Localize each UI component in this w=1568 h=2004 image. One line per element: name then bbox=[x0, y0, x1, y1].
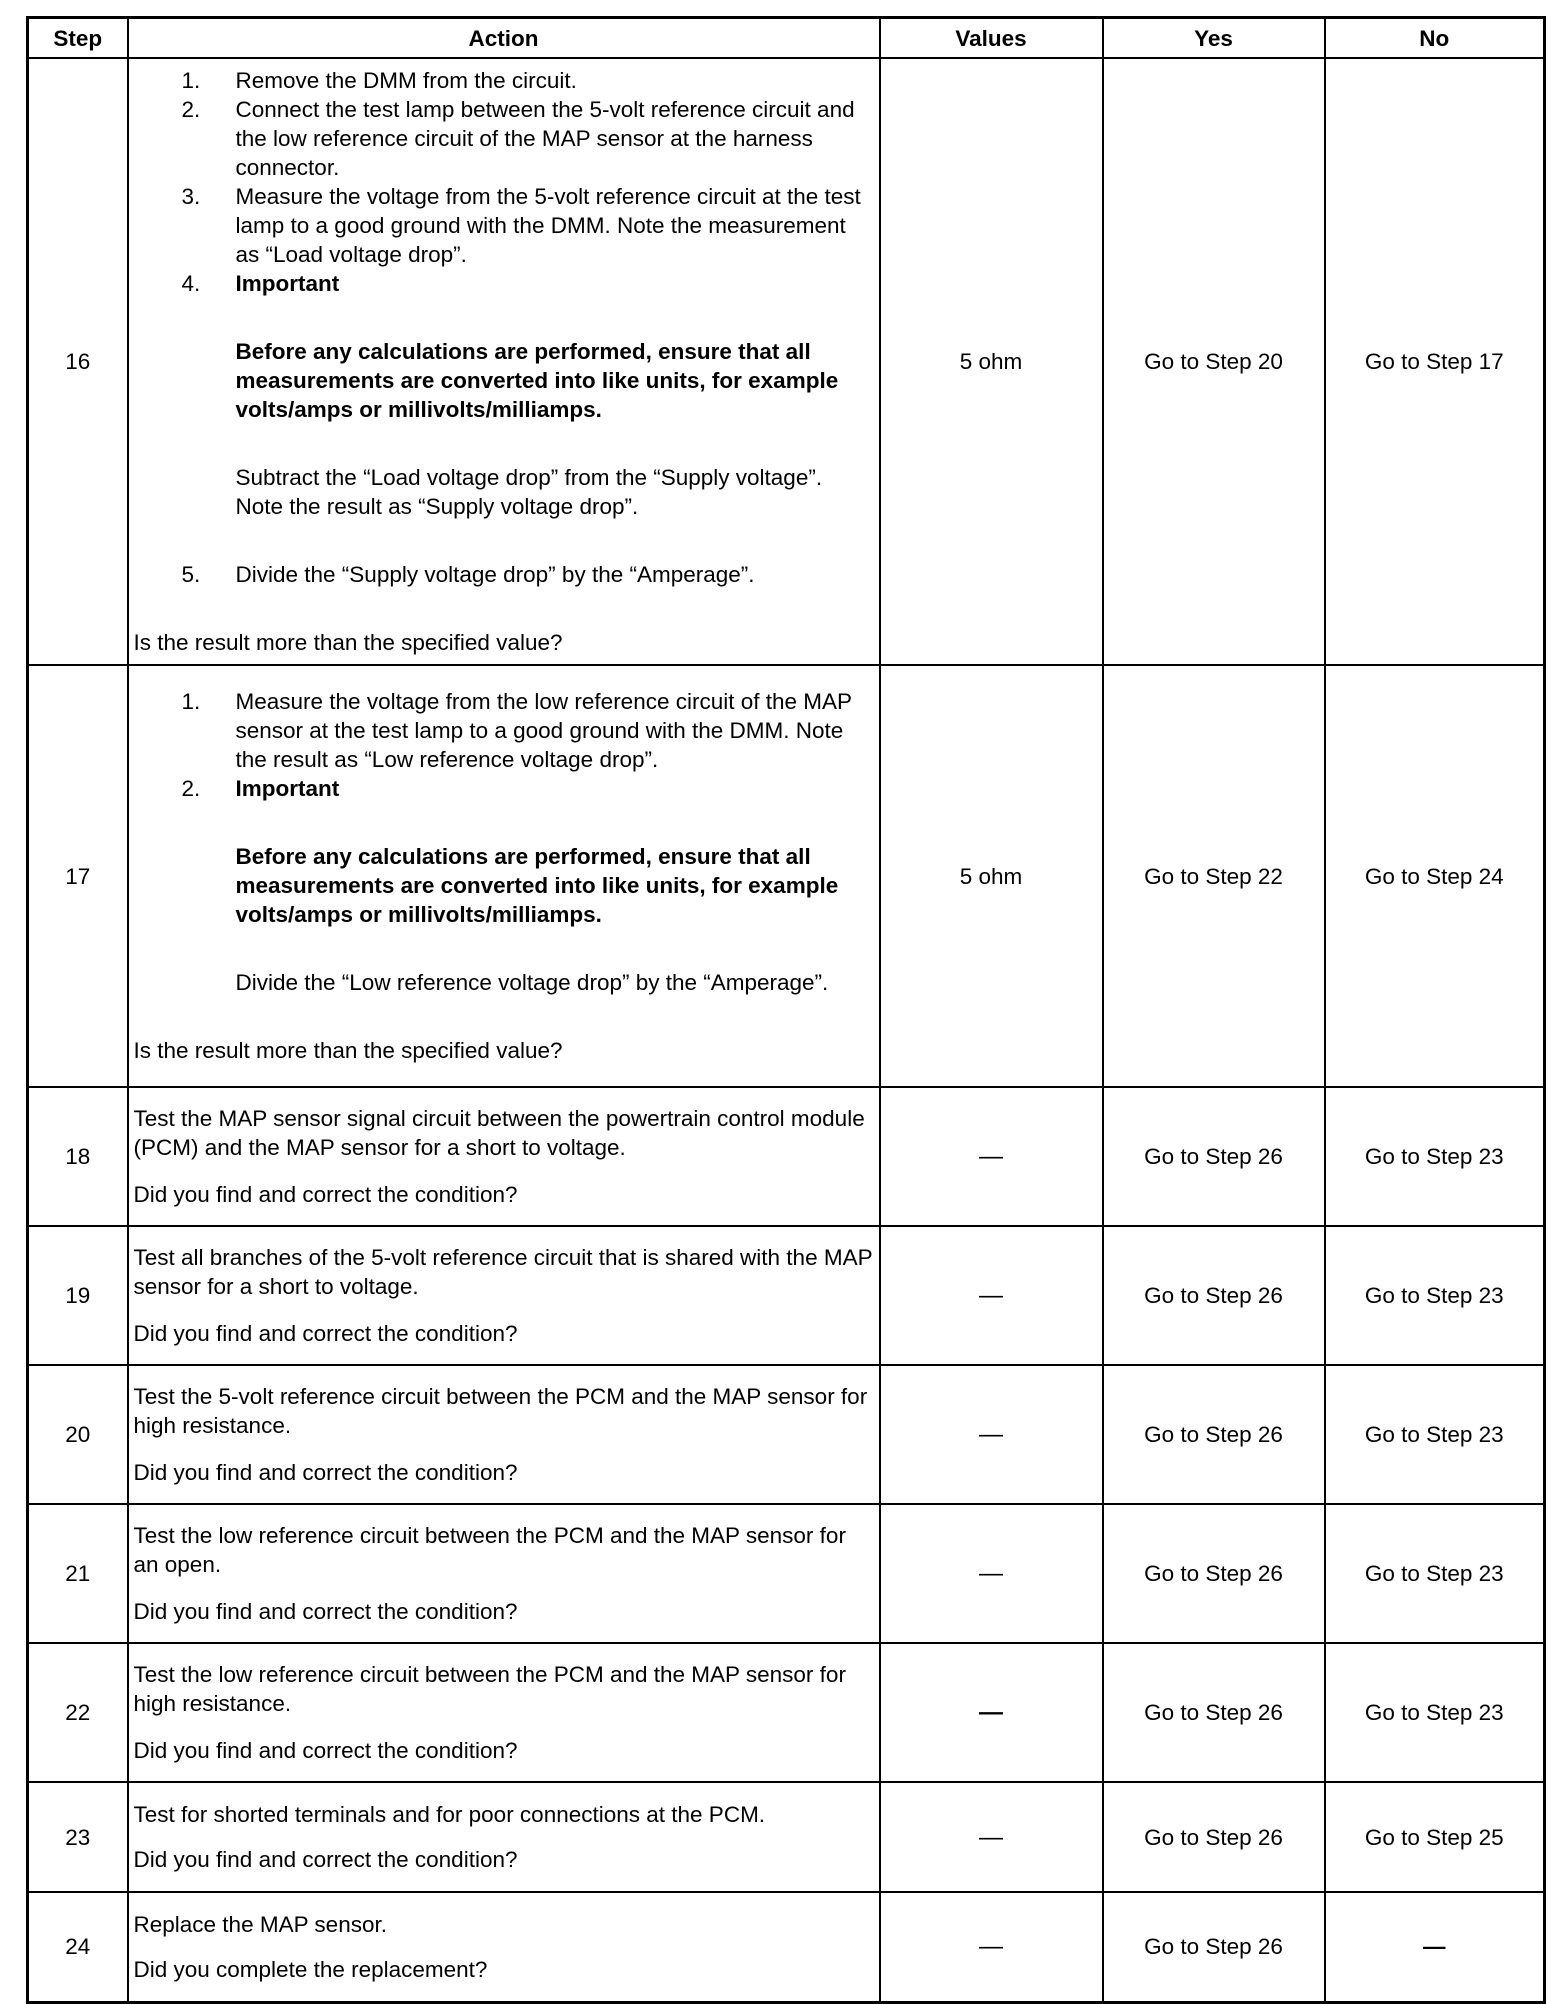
step-number: 23 bbox=[28, 1782, 128, 1892]
header-row bbox=[28, 18, 1545, 59]
action-cell bbox=[128, 1892, 880, 2002]
question-text: Is the result more than the specified value? bbox=[133, 1038, 563, 1063]
important-heading: Important bbox=[235, 776, 340, 801]
yes-outcome: Go to Step 26 bbox=[1103, 1226, 1325, 1365]
value-cell: — bbox=[880, 1504, 1103, 1643]
diagnostic-table bbox=[26, 16, 1546, 2004]
no-outcome: Go to Step 23 bbox=[1325, 1504, 1545, 1643]
question-text: Did you complete the replacement? bbox=[133, 1956, 488, 1982]
question-text: Did you find and correct the condition? bbox=[133, 1599, 518, 1624]
step-number: 19 bbox=[28, 1226, 128, 1365]
table-row-step-17 bbox=[28, 665, 1545, 1087]
action-cell bbox=[128, 1365, 880, 1504]
action-text: Replace the MAP sensor. bbox=[133, 1911, 387, 1937]
value-cell: 5 ohm bbox=[880, 665, 1103, 1087]
header-values: Values bbox=[880, 18, 1103, 59]
action-cell bbox=[128, 1643, 880, 1782]
header-yes: Yes bbox=[1103, 18, 1325, 59]
value-cell: 5 ohm bbox=[880, 58, 1103, 665]
step-number: 22 bbox=[28, 1643, 128, 1782]
action-steps-list bbox=[134, 687, 874, 997]
table-row-step-22 bbox=[28, 1643, 1545, 1782]
value-cell: — bbox=[880, 1782, 1103, 1892]
important-note: Before any calculations are performed, ensure that all measurements are converted into like units, for example volts/amps or millivolts/milliamps. bbox=[235, 339, 839, 422]
list-item bbox=[134, 560, 874, 589]
table-row-step-16 bbox=[28, 58, 1545, 665]
header-action: Action bbox=[128, 18, 880, 59]
no-outcome: — bbox=[1325, 1892, 1545, 2002]
question-text: Did you find and correct the condition? bbox=[133, 1182, 518, 1207]
list-text: Measure the voltage from the 5-volt reference circuit at the test lamp to a good ground with the DMM. Note the measurement as “Load voltage drop”. bbox=[235, 184, 861, 267]
action-cell bbox=[128, 1226, 880, 1365]
header-no: No bbox=[1325, 18, 1545, 59]
list-text: Connect the test lamp between the 5-volt reference circuit and the low reference circuit of the MAP sensor at the harness connector. bbox=[235, 97, 855, 180]
table-row-step-23 bbox=[28, 1782, 1545, 1892]
action-cell bbox=[128, 1504, 880, 1643]
list-text: Remove the DMM from the circuit. bbox=[235, 68, 577, 93]
question-text: Did you find and correct the condition? bbox=[133, 1738, 518, 1763]
question-text: Did you find and correct the condition? bbox=[133, 1847, 518, 1872]
action-cell bbox=[128, 665, 880, 1087]
question-text: Is the result more than the specified value? bbox=[133, 630, 563, 655]
no-outcome: Go to Step 23 bbox=[1325, 1643, 1545, 1782]
yes-outcome: Go to Step 26 bbox=[1103, 1365, 1325, 1504]
table-row-step-19 bbox=[28, 1226, 1545, 1365]
value-cell: — bbox=[880, 1087, 1103, 1226]
list-text: Divide the “Low reference voltage drop” by the “Amperage”. bbox=[235, 970, 829, 995]
value-cell: — bbox=[880, 1226, 1103, 1365]
action-steps-list bbox=[134, 66, 874, 589]
list-number: 2. bbox=[181, 776, 201, 801]
no-outcome: Go to Step 25 bbox=[1325, 1782, 1545, 1892]
list-item bbox=[134, 182, 874, 269]
no-outcome: Go to Step 17 bbox=[1325, 58, 1545, 665]
diagnostic-table-container bbox=[26, 16, 1543, 2004]
yes-outcome: Go to Step 26 bbox=[1103, 1504, 1325, 1643]
question-text: Did you find and correct the condition? bbox=[133, 1321, 518, 1346]
important-note: Before any calculations are performed, ensure that all measurements are converted into like units, for example volts/amps or millivolts/milliamps. bbox=[235, 844, 839, 927]
action-cell bbox=[128, 1087, 880, 1226]
action-text: Test the 5-volt reference circuit between the PCM and the MAP sensor for high resistance. bbox=[133, 1384, 868, 1438]
step-number: 16 bbox=[28, 58, 128, 665]
list-number: 4. bbox=[181, 271, 201, 296]
yes-outcome: Go to Step 26 bbox=[1103, 1087, 1325, 1226]
action-cell bbox=[128, 58, 880, 665]
list-number: 1. bbox=[181, 68, 201, 93]
no-outcome: Go to Step 23 bbox=[1325, 1226, 1545, 1365]
step-number: 17 bbox=[28, 665, 128, 1087]
yes-outcome: Go to Step 22 bbox=[1103, 665, 1325, 1087]
value-cell: — bbox=[880, 1643, 1103, 1782]
table-row-step-21 bbox=[28, 1504, 1545, 1643]
no-outcome: Go to Step 24 bbox=[1325, 665, 1545, 1087]
yes-outcome: Go to Step 26 bbox=[1103, 1892, 1325, 2002]
value-cell: — bbox=[880, 1892, 1103, 2002]
list-item bbox=[134, 269, 874, 521]
list-number: 5. bbox=[181, 562, 201, 587]
no-outcome: Go to Step 23 bbox=[1325, 1365, 1545, 1504]
action-cell bbox=[128, 1782, 880, 1892]
yes-outcome: Go to Step 20 bbox=[1103, 58, 1325, 665]
table-row-step-24 bbox=[28, 1892, 1545, 2002]
important-heading: Important bbox=[235, 271, 340, 296]
yes-outcome: Go to Step 26 bbox=[1103, 1643, 1325, 1782]
list-number: 1. bbox=[181, 689, 201, 714]
step-number: 24 bbox=[28, 1892, 128, 2002]
list-text: Divide the “Supply voltage drop” by the “Amperage”. bbox=[235, 562, 755, 587]
list-text: Measure the voltage from the low reference circuit of the MAP sensor at the test lamp to a good ground with the DMM. Note the result as “Low reference voltage drop”. bbox=[235, 689, 852, 772]
yes-outcome: Go to Step 26 bbox=[1103, 1782, 1325, 1892]
step-number: 20 bbox=[28, 1365, 128, 1504]
step-number: 18 bbox=[28, 1087, 128, 1226]
no-outcome: Go to Step 23 bbox=[1325, 1087, 1545, 1226]
list-text: Subtract the “Load voltage drop” from the “Supply voltage”. Note the result as “Supply voltage drop”. bbox=[235, 465, 823, 519]
value-cell: — bbox=[880, 1365, 1103, 1504]
action-text: Test the MAP sensor signal circuit between the powertrain control module (PCM) and the MAP sensor for a short to voltage. bbox=[133, 1106, 865, 1160]
table-row-step-20 bbox=[28, 1365, 1545, 1504]
list-number: 2. bbox=[181, 97, 201, 122]
list-item bbox=[134, 66, 874, 95]
list-number: 3. bbox=[181, 184, 201, 209]
list-item bbox=[134, 687, 874, 774]
step-number: 21 bbox=[28, 1504, 128, 1643]
action-text: Test the low reference circuit between the PCM and the MAP sensor for an open. bbox=[133, 1523, 846, 1577]
list-item bbox=[134, 774, 874, 997]
action-text: Test all branches of the 5-volt reference circuit that is shared with the MAP sensor for a short to voltage. bbox=[133, 1245, 873, 1299]
question-text: Did you find and correct the condition? bbox=[133, 1460, 518, 1485]
action-text: Test the low reference circuit between the PCM and the MAP sensor for high resistance. bbox=[133, 1662, 846, 1716]
table-row-step-18 bbox=[28, 1087, 1545, 1226]
header-step: Step bbox=[28, 18, 128, 59]
list-item bbox=[134, 95, 874, 182]
action-text: Test for shorted terminals and for poor connections at the PCM. bbox=[133, 1802, 766, 1827]
